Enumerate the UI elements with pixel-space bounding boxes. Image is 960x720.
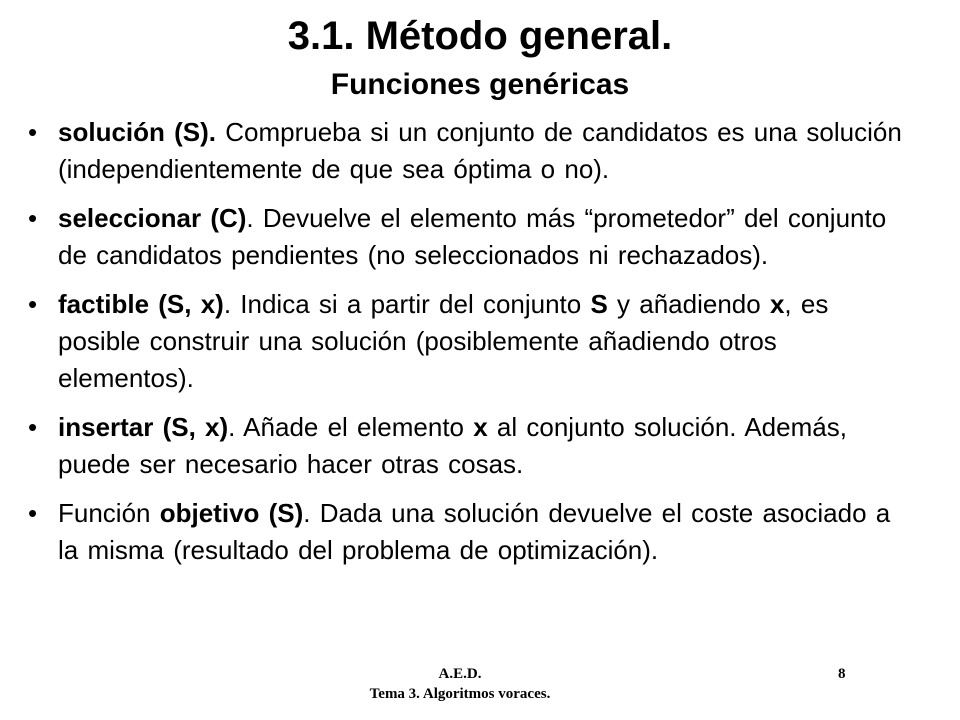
bullet-solucion	[28, 114, 908, 188]
slide-subtitle: Funciones genéricas	[330, 68, 630, 101]
function-name: solución (S).	[58, 117, 216, 147]
function-description: . Añade el elemento	[228, 412, 474, 442]
bullet-icon: •	[28, 289, 38, 319]
bullet-seleccionar	[28, 200, 908, 274]
bullet-icon: •	[28, 203, 38, 233]
function-name: insertar (S, x)	[58, 412, 229, 442]
slide-title: 3.1. Método general.	[287, 14, 673, 58]
function-name: objetivo (S)	[159, 498, 304, 528]
function-description: , es posible construir una solución (posiblemente añadiendo otros elementos).	[58, 289, 829, 393]
bullet-icon: •	[28, 498, 38, 528]
function-description: . Indica si a partir del conjunto	[223, 289, 591, 319]
bullet-factible	[28, 286, 908, 397]
variable-s: S	[590, 289, 608, 319]
variable-x: x	[473, 412, 488, 442]
function-description: Comprueba si un conjunto de candidatos es una solución (independientemente de que sea óptima o no).	[58, 117, 902, 184]
function-description: y añadiendo	[607, 289, 770, 319]
footer-course: A.E.D.	[438, 666, 482, 682]
function-description: . Devuelve el elemento más “prometedor” del conjunto de candidatos pendientes (no seleccionados ni rechazados).	[58, 203, 887, 270]
function-description: . Dada una solución devuelve el coste asociado a la misma (resultado del problema de optimización).	[58, 498, 891, 565]
bullet-objetivo	[28, 495, 908, 569]
function-name: seleccionar (C)	[58, 203, 247, 233]
variable-x: x	[769, 289, 785, 319]
page-number: 8	[838, 666, 846, 682]
bullet-list	[28, 114, 908, 581]
function-prefix: Función	[58, 498, 160, 528]
bullet-icon: •	[28, 412, 38, 442]
function-description: al conjunto solución. Además, puede ser necesario hacer otras cosas.	[58, 412, 847, 479]
function-name: factible (S, x)	[58, 289, 224, 319]
bullet-insertar	[28, 409, 908, 483]
footer-course-info	[340, 664, 580, 704]
bullet-icon: •	[28, 117, 38, 147]
footer-topic: Tema 3. Algoritmos voraces.	[369, 686, 551, 702]
